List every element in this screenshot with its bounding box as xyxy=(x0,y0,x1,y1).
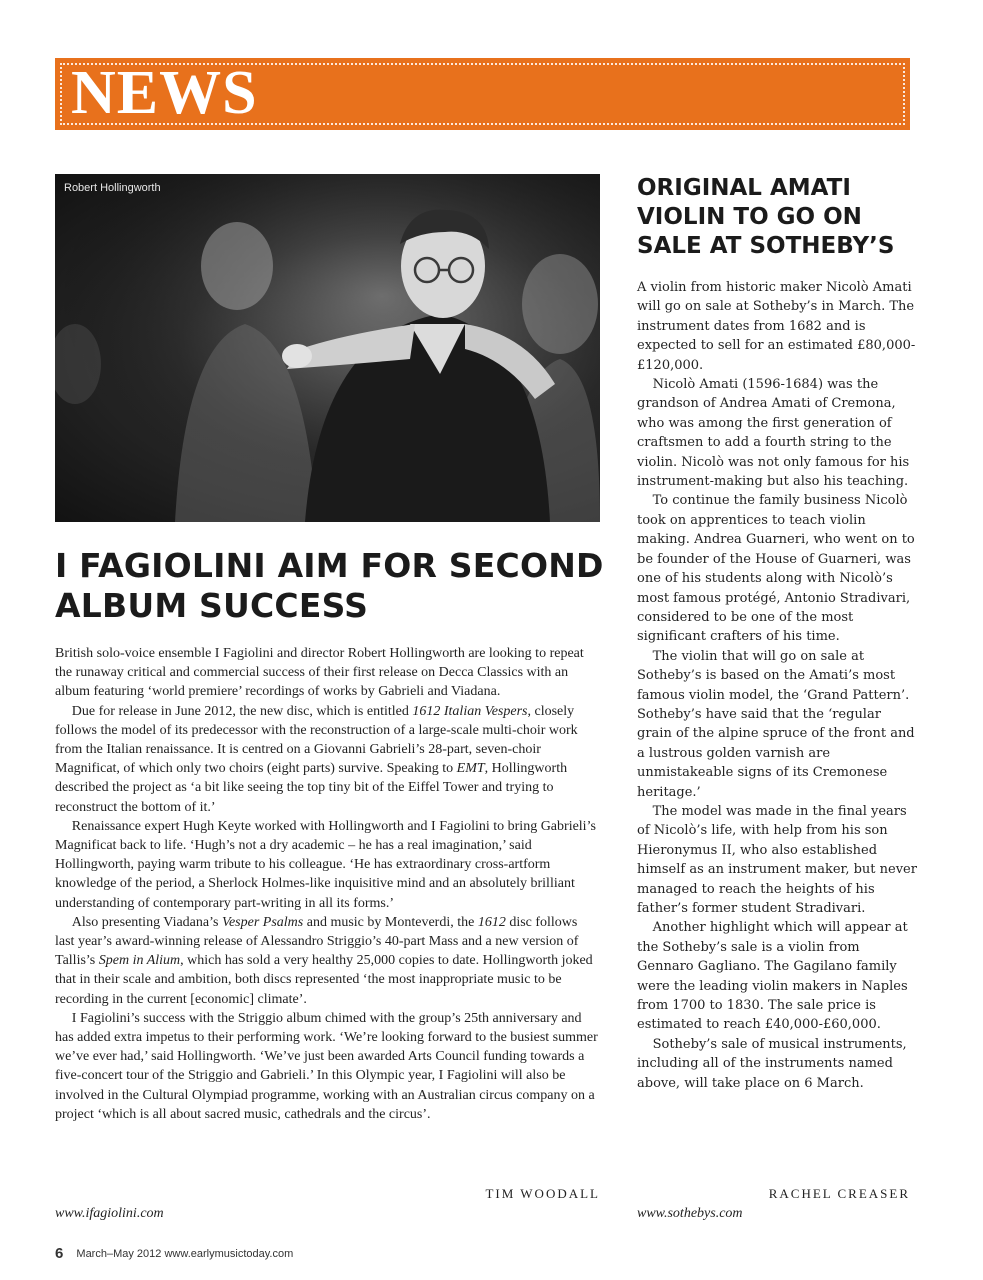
ifagiolini-weblink[interactable]: www.ifagiolini.com xyxy=(55,1206,164,1221)
article-paragraph: Also presenting Viadana’s Vesper Psalms and music by Monteverdi, the 1612 disc follows last year’s award-winning release of Alessandro Striggio’s 40-part Mass and a new version of Tallis’s Spem in Alium, which has sold a very healthy 25,000 copies to date. Hollingworth joked that in their scale and ambition, both discs represented ‘the most inappropriate music to be recording in the current [economic] climate’. xyxy=(55,914,593,1007)
page-number: 6 xyxy=(55,1245,64,1262)
photo-caption: Robert Hollingworth xyxy=(64,182,161,194)
article-paragraph: The violin that will go on sale at Sotheby’s is based on the Amati’s most famous violin model, the ‘Grand Pattern’. Sotheby’s have said that the ‘regular grain of the alpine spruce of the front and a lustrous golden varnish are unmistakeable signs of its Cremonese heritage.’ xyxy=(637,648,915,800)
issue-date: March–May 2012 xyxy=(76,1248,162,1260)
site-url[interactable]: www.earlymusictoday.com xyxy=(164,1248,294,1260)
left-article-headline: I FAGIOLINI AIM FOR SECOND ALBUM SUCCESS xyxy=(55,546,604,625)
article-paragraph: I Fagiolini’s success with the Striggio album chimed with the group’s 25th anniversary and has added extra impetus to their performing work. ‘We’re looking forward to the busiest summer we’ve ever had,’ said Hollingworth. ‘We’ve just been awarded Arts Council funding towards a five-concert tour of the Striggio and Gabrieli.’ In this Olympic year, I Fagiolini will also be involved in the Cultural Olympiad programme, working with an Australian circus company on a project ‘which is all about sacred music, cathedrals and the circus’. xyxy=(55,1010,598,1122)
article-paragraph: Another highlight which will appear at the Sotheby’s sale is a violin from Gennaro Gagliano. The Gagilano family were the leading violin makers in Naples from 1700 to 1830. The sale price is estimated to reach £40,000-£60,000. xyxy=(637,920,908,1033)
right-article-byline: RACHEL CREASER xyxy=(768,1186,910,1201)
conductor-photo-illustration xyxy=(55,174,600,522)
article-photo xyxy=(55,174,600,522)
sothebys-weblink[interactable]: www.sothebys.com xyxy=(637,1206,743,1221)
article-paragraph: Nicolò Amati (1596-1684) was the grandson of Andrea Amati of Cremona, who was among the first generation of craftsmen to add a fourth string to the violin. Nicolò was not only famous for his instrument-making but also his teaching. xyxy=(637,377,910,490)
left-article-byline: TIM WOODALL xyxy=(485,1186,600,1201)
right-article-body xyxy=(637,278,919,1093)
page-footer xyxy=(55,1245,293,1262)
article-paragraph: A violin from historic maker Nicolò Amati will go on sale at Sotheby’s in March. The instrument dates from 1682 and is expected to sell for an estimated £80,000-£120,000. xyxy=(637,280,916,373)
right-article-headline: ORIGINAL AMATI VIOLIN TO GO ON SALE AT SOTHEBY’S xyxy=(637,175,895,259)
section-banner xyxy=(55,58,910,130)
article-paragraph: The model was made in the final years of Nicolò’s life, with help from his son Hieronymus II, who also established himself as an instrument maker, but never managed to reach the heights of his father’s former student Stradivari. xyxy=(637,803,917,916)
article-paragraph: British solo-voice ensemble I Fagiolini and director Robert Hollingworth are looking to repeat the runaway critical and commercial success of their first release on Decca Classics with an album featuring ‘world premiere’ recordings of works by Gabrieli and Viadana. xyxy=(55,646,584,700)
article-paragraph: Renaissance expert Hugh Keyte worked with Hollingworth and I Fagiolini to bring Gabrieli’s Magnificat back to life. ‘Hugh’s not a dry academic – he has a real imagination,’ said Hollingworth, paying warm tribute to his colleague. ‘He has extraordinary cross-artform knowledge of the period, a Sherlock Holmes-like inquisitive mind and an absolutely brilliant understanding of contemporary part-writing in all its forms.’ xyxy=(55,818,596,911)
left-article-body xyxy=(55,644,600,1124)
article-paragraph: Due for release in June 2012, the new disc, which is entitled 1612 Italian Vespers, closely follows the model of its predecessor with the reconstruction of a large-scale multi-choir work from the Italian renaissance. It is centred on a Giovanni Gabrieli’s 28-part, seven-choir Magnificat, of which only two choirs (eight parts) survive. Speaking to EMT, Hollingworth described the project as ‘a bit like seeing the top tiny bit of the Eiffel Tower and trying to reconstruct the bottom of it.’ xyxy=(55,703,578,815)
article-paragraph: To continue the family business Nicolò took on apprentices to teach violin making. Andrea Guarneri, who went on to be founder of the House of Guarneri, was one of his students along with Nicolò’s most famous protégé, Antonio Stradivari, considered to be one of the most significant crafters of his time. xyxy=(637,493,915,645)
article-paragraph: Sotheby’s sale of musical instruments, including all of the instruments named above, will take place on 6 March. xyxy=(637,1036,907,1091)
section-title: NEWS xyxy=(71,59,258,127)
